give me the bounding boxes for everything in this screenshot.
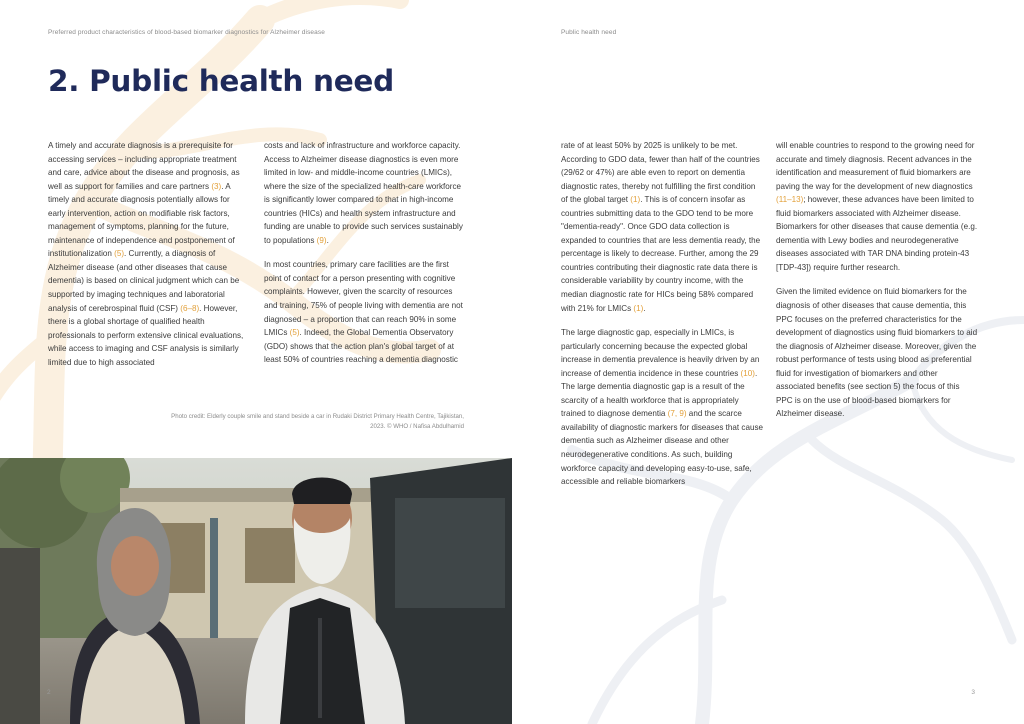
paragraph: Given the limited evidence on fluid biomarkers for the diagnosis of other diseases that cause dementia, this PPC focuses on the preferred characteristics for the development of diagnostics using fluid biomarkers to aid the diagnosis of Alzheimer disease. Moreover, given the robust performance of tests using blood as preferential fluid for investigation of biomarkers and other associated benefits (see section 5) the focus of this PPC is on the use of blood-based biomarkers for Alzheimer disease. bbox=[776, 287, 978, 419]
section-title: 2. Public health need bbox=[48, 64, 394, 98]
reference-link[interactable]: (10) bbox=[740, 368, 755, 378]
reference-link[interactable]: (11–13) bbox=[776, 195, 804, 205]
right-page bbox=[512, 0, 1024, 724]
running-header: Preferred product characteristics of blood-based biomarker diagnostics for Alzheimer disease bbox=[48, 29, 325, 36]
reference-link[interactable]: (1) bbox=[633, 303, 644, 313]
paragraph: In most countries, primary care facilities are the first point of contact for a person presenting with cognitive complaints. However, given the scarcity of resources and training, 75% of people living with dementia are not diagnosed – a proportion that can reach 90% in some LMICs (5). Indeed, the Global Dementia Observatory (GDO) shows that the action plan's global target of at least 50% of countries reaching a dementia diagnostic bbox=[264, 260, 463, 365]
paragraph: costs and lack of infrastructure and workforce capacity. Access to Alzheimer disease diagnostics is even more limited in low- and middle-income countries (LMICs), where the size of the specialized health-care workforce is significantly lower compared to that in high-income countries (HICs) and health system infrastructure and funding are unable to provide such services sustainably to populations (9). bbox=[264, 141, 463, 245]
photo-caption: Photo credit: Elderly couple smile and stand beside a car in Rudaki District Primary Health Centre, Tajikistan, 2023. © WHO / Nafisa Abdulhamid bbox=[171, 413, 464, 430]
reference-link[interactable]: (7, 9) bbox=[667, 409, 687, 419]
reference-link[interactable]: (5) bbox=[289, 328, 300, 338]
reference-link[interactable]: (1) bbox=[630, 195, 641, 205]
text-column-3 bbox=[561, 139, 763, 500]
page-number: 3 bbox=[971, 689, 975, 696]
reference-link[interactable]: (6–8) bbox=[180, 303, 200, 313]
reference-link[interactable]: (5) bbox=[114, 249, 125, 259]
paragraph: The large diagnostic gap, especially in LMICs, is particularly concerning because the expected global increase in dementia prevalence is heavily driven by an increase of dementia incidence in these countries (10). The large dementia diagnostic gap is a result of the scarcity of a health workforce that is appropriately trained to diagnose dementia (7, 9) and the scarce availability of diagnostic markers for diseases that cause dementia such as Alzheimer disease and other neurodegenerative conditions. As such, building workforce capacity and developing easy-to-use, safe, accessible and reliable biomarkers bbox=[561, 328, 763, 487]
photo-illustration bbox=[0, 458, 512, 724]
page-number: 2 bbox=[47, 689, 51, 696]
photo bbox=[0, 458, 512, 724]
text-column-4 bbox=[776, 139, 978, 432]
running-header: Public health need bbox=[561, 29, 617, 36]
paragraph: will enable countries to respond to the growing need for accurate and timely diagnosis. Recent advances in the identification and measurement of fluid biomarkers are paving the way for the development of new diagnostics (11–13); however, these advances have been limited to fluid biomarkers associated with Alzheimer disease. Biomarkers for other diseases that cause dementia (e.g. dementia with Lewy bodies and neurodegenerative diseases associated with TAR DNA binding protein-43 [TDP-43]) require further research. bbox=[776, 141, 978, 272]
reference-link[interactable]: (9) bbox=[316, 235, 327, 245]
paragraph: A timely and accurate diagnosis is a prerequisite for accessing services – including appropriate treatment and care, advice about the disease and prognosis, as well as support for families and care partners (3). A timely and accurate diagnosis potentially allows for early intervention, action on modifiable risk factors, management of symptoms, planning for the future, maintenance of independence and postponement of institutionalization (5). Currently, a diagnosis of Alzheimer disease (and other diseases that cause dementia) is based on clinical judgment which can be supported by imaging techniques and laboratorial analysis of cerebrospinal fluid (CSF) (6–8). However, there is a global shortage of qualified health professionals to perform extensive clinical evaluations, while access to imaging and CSF analysis is similarly limited due to high associated bbox=[48, 141, 244, 367]
reference-link[interactable]: (3) bbox=[211, 181, 222, 191]
text-column-2 bbox=[264, 139, 464, 378]
paragraph: rate of at least 50% by 2025 is unlikely to be met. According to GDO data, fewer than half of the countries (29/62 or 47%) are able even to report on dementia diagnostic rates, thereby not fulfilling the first condition of the global target (1). This is of concern insofar as countries submitting data to the GDO tend to be more "dementia-ready". Once GDO data collection is expanded to countries that are less dementia ready, the percentage is likely to decrease. Further, among the 29 countries contributing their diagnostic rate data there is considerable variability by country income, with the median diagnostic rate for HICs being 58% compared with 21% for LMICs (1). bbox=[561, 141, 761, 313]
text-column-1 bbox=[48, 139, 246, 380]
